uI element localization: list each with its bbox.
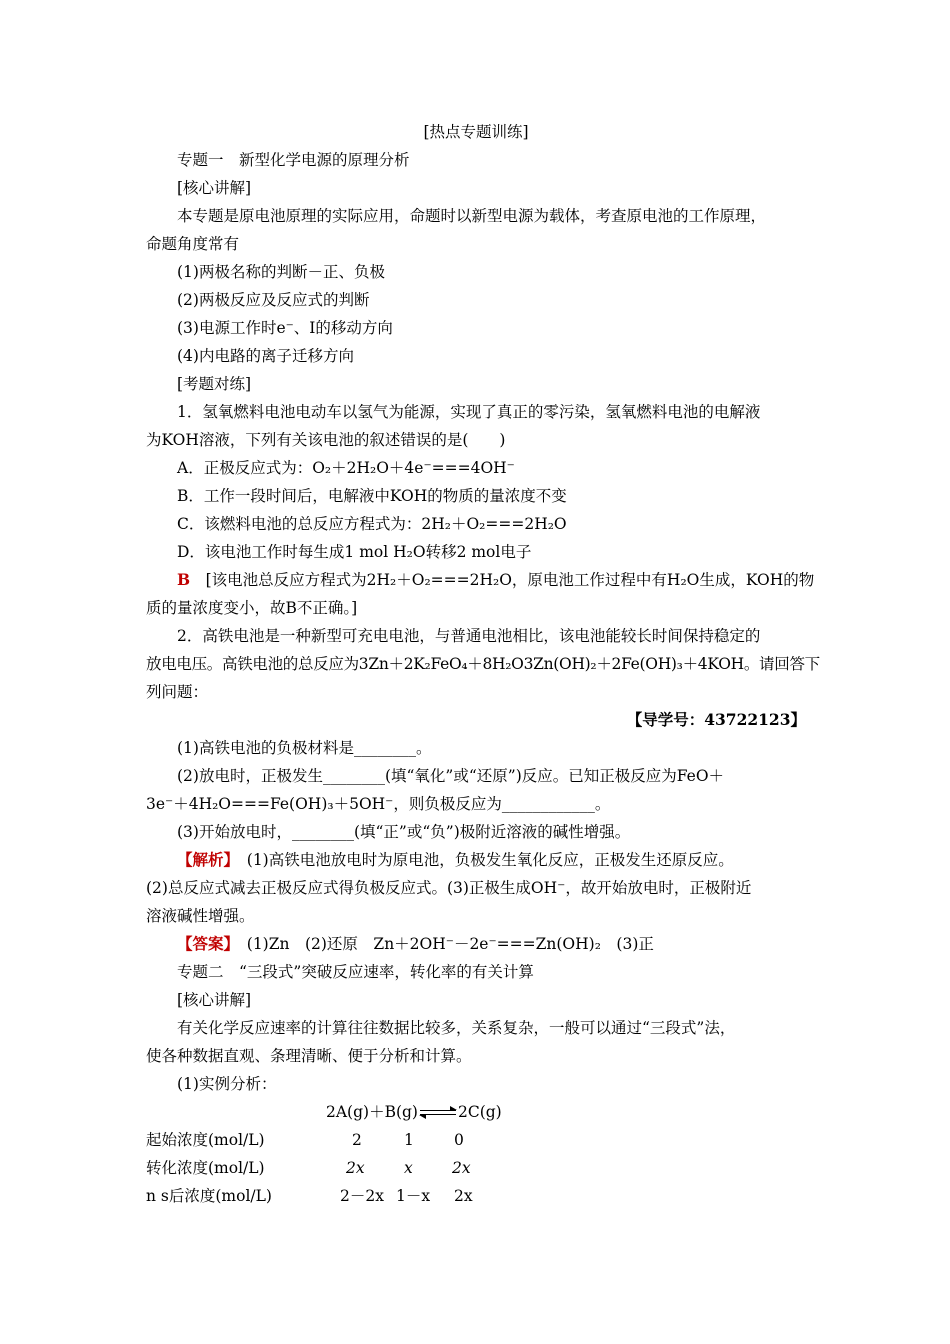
intro-line: 本专题是原电池原理的实际应用，命题时以新型电源为载体，考查原电池的工作原理，	[177, 207, 767, 225]
page-title: [热点专题训练]	[423, 123, 529, 141]
guide-number: 【导学号：43722123】	[626, 710, 806, 729]
point-item: (1)两极名称的判断－正、负极	[177, 263, 385, 281]
cell-c: 0	[454, 1131, 464, 1149]
topic2-heading: 专题二 “三段式”突破反应速率，转化率的有关计算	[177, 963, 534, 981]
document-page	[146, 118, 820, 1210]
point-item: (4)内电路的离子迁移方向	[177, 347, 354, 365]
cell-c: 2x	[454, 1187, 473, 1205]
cell-b: 1	[404, 1131, 414, 1149]
core-label: [核心讲解]	[177, 179, 252, 197]
analysis-text: (2)总反应式减去正极反应式得负极反应式。(3)正极生成OH⁻，故开始放电时，正极附近	[146, 879, 752, 897]
cell-a: 2－2x	[340, 1187, 384, 1205]
option-a: A．正极反应式为：O₂＋2H₂O＋4e⁻===4OH⁻	[177, 459, 515, 477]
question-2: 2．高铁电池是一种新型可充电电池，与普通电池相比，该电池能较长时间保持稳定的	[177, 627, 761, 645]
table-row	[146, 1182, 806, 1210]
answer-text: (1)Zn (2)还原 Zn＋2OH⁻－2e⁻===Zn(OH)₂ (3)正	[231, 935, 654, 953]
equation-right: 2C(g)	[457, 1103, 502, 1121]
table-row	[146, 1154, 806, 1182]
answer-letter: B	[177, 570, 191, 589]
question-1: 为KOH溶液，下列有关该电池的叙述错误的是( )	[146, 431, 506, 449]
equation-left: 2A(g)＋B(g)	[326, 1103, 418, 1121]
cell-c: 2x	[452, 1159, 471, 1177]
point-item: (3)电源工作时e⁻、I的移动方向	[177, 319, 393, 337]
intro-line: 使各种数据直观、条理清晰、便于分析和计算。	[146, 1047, 472, 1065]
cell-a: 2x	[346, 1159, 365, 1177]
example-label: (1)实例分析：	[177, 1075, 277, 1093]
question-2: 放电电压。高铁电池的总反应为3Zn＋2K₂FeO₄＋8H₂O3Zn(OH)₂＋2Fe(OH)₃＋4KOH。请回答下	[146, 655, 820, 673]
cell-a: 2	[352, 1131, 362, 1149]
analysis-text: (1)高铁电池放电时为原电池，负极发生氧化反应，正极发生还原反应。	[231, 851, 734, 869]
equilibrium-arrow-icon	[420, 1108, 456, 1118]
answer-label: 【答案】	[177, 934, 232, 953]
reaction-equation	[146, 1098, 806, 1126]
question-1: 1．氢氧燃料电池电动车以氢气为能源，实现了真正的零污染，氢氧燃料电池的电解液	[177, 403, 761, 421]
row-label: 起始浓度(mol/L)	[146, 1131, 265, 1149]
subquestion: (2)放电时，正极发生________(填“氧化”或“还原”)反应。已知正极反应为FeO＋	[177, 767, 725, 785]
answer	[146, 930, 806, 958]
analysis	[146, 846, 806, 874]
topic1-heading: 专题一 新型化学电源的原理分析	[177, 151, 410, 169]
cell-b: x	[404, 1159, 413, 1177]
intro-line: 命题角度常有	[146, 235, 240, 253]
q1-answer	[146, 566, 815, 594]
row-label: 转化浓度(mol/L)	[146, 1159, 265, 1177]
option-c: C．该燃料电池的总反应方程式为：2H₂＋O₂===2H₂O	[177, 515, 567, 533]
option-b: B．工作一段时间后，电解液中KOH的物质的量浓度不变	[177, 487, 567, 505]
question-2: 列问题：	[146, 683, 209, 701]
analysis-text: 溶液碱性增强。	[146, 907, 255, 925]
practice-label: [考题对练]	[177, 375, 252, 393]
option-d: D．该电池工作时每生成1 mol H₂O转移2 mol电子	[177, 543, 532, 561]
subquestion: (3)开始放电时，________(填“正”或“负”)极附近溶液的碱性增强。	[177, 823, 631, 841]
answer-explanation: [该电池总反应方程式为2H₂＋O₂===2H₂O，原电池工作过程中有H₂O生成，KOH的物	[190, 571, 815, 589]
cell-b: 1－x	[396, 1187, 431, 1205]
point-item: (2)两极反应及反应式的判断	[177, 291, 370, 309]
subquestion: 3e⁻＋4H₂O===Fe(OH)₃＋5OH⁻，则负极反应为____________。	[146, 795, 611, 813]
answer-explanation: 质的量浓度变小，故B不正确。]	[146, 599, 358, 617]
table-row	[146, 1126, 806, 1154]
row-label: n s后浓度(mol/L)	[146, 1187, 272, 1205]
core-label: [核心讲解]	[177, 991, 252, 1009]
subquestion: (1)高铁电池的负极材料是________。	[177, 739, 432, 757]
analysis-label: 【解析】	[177, 850, 232, 869]
intro-line: 有关化学反应速率的计算往往数据比较多，关系复杂，一般可以通过“三段式”法，	[177, 1019, 736, 1037]
